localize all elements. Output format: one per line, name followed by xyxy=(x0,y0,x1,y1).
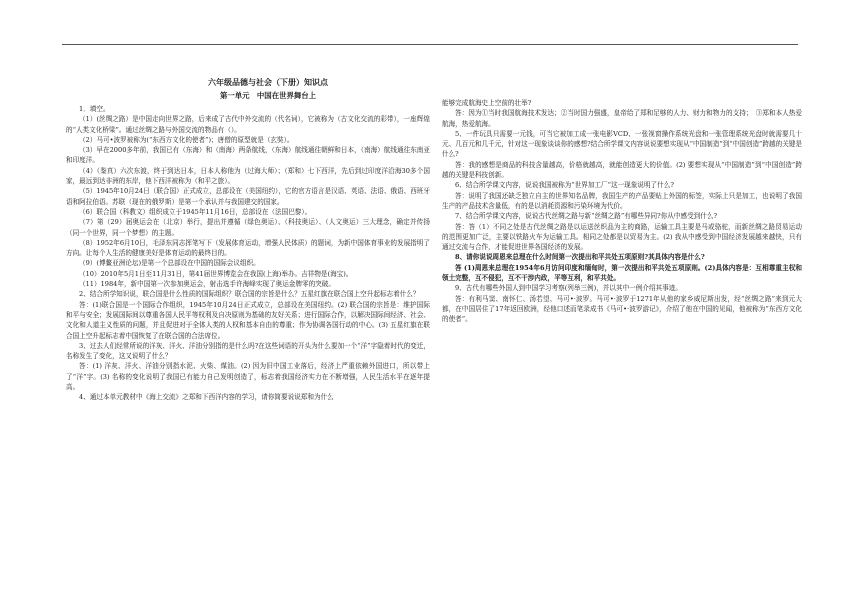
right-paragraph: 5、一件玩具只需要一元钱，可当它被加工成一张电影VCD、一张视窗操作系统光盘和一张管理系统光盘时就需要几十元、几百元和几千元，针对这一现象谈谈你的感想?结合所学课文内容说说要想实现从“中国制造”到“中国创造”跨越的关键是什么? xyxy=(442,129,802,159)
right-column xyxy=(442,98,802,325)
left-paragraph: （1）(丝绸之路）是中国走向世界之路，后来成了古代中外交流的（代名词），它被称为（古文化交流的彩带），一座辉煌的“人类文化桥梁”。通过丝绸之路与外国交流的物品有（）。 xyxy=(66,115,430,134)
top-divider xyxy=(62,44,798,45)
left-paragraph: （7）第（29）届奥运会在（北京）举行，提出并遵循（绿色奥运）、（科技奥运）、（人文奥运）三大理念，确定并传扬（同一个世界，同一个梦想）的主题。 xyxy=(66,218,430,237)
left-paragraph: 2、结合所学知识说，联合国是什么性质的国际组织？联合国的宗旨是什么？五星红旗在联合国上空升起标志着什么？ xyxy=(79,290,420,299)
unit-heading: 第一单元 中国在世界舞台上 xyxy=(219,91,317,100)
right-paragraph: 答：我的感想是商品的科技含量越高，价格就越高，就能创造更大的价值。(2) 要想实现从“中国制造”到“中国创造”跨越的关键是科技创新。 xyxy=(442,160,802,180)
left-paragraph: （8）1952年6月10日，毛泽东同志挥笔写下（发展体育运动，增强人民体质）的题词，为新中国体育事业的发展指明了方向。让每个人生活的健康美好是体育运动的最终目的。 xyxy=(66,238,430,258)
left-paragraph: 4、通过本单元教材中《海上交流》之郑和下西洋内容的学习，请你简要说说郑和为什么 xyxy=(79,393,334,402)
left-paragraph: 1．填空。 xyxy=(79,105,110,113)
right-paragraph: 答：说明了我国还缺乏独立自主的世界知名品牌，我国生产的产品要贴上外国的标签，实际上只是加工，也说明了我国生产的产品技术含量低，有的是以消耗资源和污染环境为代价。 xyxy=(442,191,802,210)
right-paragraph: 6、结合所学课文内容，说说我国被称为“世界加工厂”这一现象说明了什么? xyxy=(455,181,674,190)
right-paragraph: 答：有利马窦、南怀仁、汤若望、马可•·波罗。马可•·波罗于1271年从他的家乡威尼斯出发，经“丝绸之路”来到元大都，在中国居住了17年返回欧洲，经他口述而笔录成书《马可•·波罗游记》，介绍了他在中国的见闻，他被称为“东西方文化的使者”。 xyxy=(442,294,802,324)
right-paragraph: 9、古代有哪些外国人到中国学习考察(列举三例)，并以其中一例介绍其事迹。 xyxy=(455,284,682,293)
left-paragraph: 答：(1) 洋灰、洋火、洋油分别指水泥、火柴、煤油。(2) 因为旧中国工业落后，经济上严重依赖外国进口，所以带上了“洋”字。(3) 名称的变化说明了我国已有能力自己发明创造了，标志着我国经济实力在不断增强，人民生活水平在逐年提高。 xyxy=(66,362,430,392)
right-paragraph: 答 (1)周恩来总理在1954年6月访问印度和缅甸时，第一次提出和平共处五项原则。(2)具体内容是：互相尊重主权和领土完整，互不侵犯，互不干涉内政，平等互利，和平共处。 xyxy=(442,263,802,283)
left-paragraph: （9）(博鳌亚洲论坛)是第一个总部设在中国的国际会议组织。 xyxy=(79,259,260,268)
left-paragraph: （4）（鉴真）六次东渡，终于到达日本，日本人称他为（过海大师）；（郑和）七下西洋，先后到过印度洋沿海30多个国家，最远到达非洲的东岸，他下西洋被称为（和平之旅）。 xyxy=(66,166,430,186)
right-paragraph: 答：答（1）不同之处是古代丝绸之路是以运送丝织品为主的商路，运输工具主要是马或骆驼，而新丝绸之路贸易运动的范围更加广泛，主要以铁路火车为运输工具。相同之处都是以贸易为主。(2) 我从中感受到中国经济发展越来越快，只有通过交流与合作，才能促进世界各国经济的发展。 xyxy=(442,222,802,252)
document-title: 六年级品德与社会（下册）知识点 xyxy=(208,77,328,87)
left-paragraph: 3、过去人们经常所说的洋灰、洋火、洋油分别指的是什么吗?在这些词语的开头为什么要加一个“洋”字隐着时代的变迁，名称发生了变化，这又说明了什么？ xyxy=(66,341,430,361)
right-paragraph: 8、请你说说周恩来总理在什么时间第一次提出和平共处五项原则?其具体内容是什么? xyxy=(455,253,705,262)
left-paragraph: （5）1945年10月24日（联合国）正式成立，总部设在（美国纽约），它的官方语言是汉语、英语、法语、俄语、西班牙语和阿拉伯语。苏联（现在的俄罗斯）是第一个承认并与我国建交的国家。 xyxy=(66,187,430,206)
right-paragraph: 能够完成航海史上空前的壮举? xyxy=(442,99,532,107)
left-body xyxy=(66,104,430,403)
right-paragraph: 答：因为①当时我国航海技术发达；②当时国力强盛，皇帝给了郑和足够的人力、财力和物力的支持； ③郑和本人热爱航海，热爱航海。 xyxy=(442,109,802,128)
left-column xyxy=(66,76,430,403)
left-paragraph: （6）联合国（科教文）组织成立于1945年11月16日，总部设在（法国巴黎）。 xyxy=(79,207,312,216)
left-paragraph: 答：(1)联合国是一个国际合作组织，1945年10月24日正式成立，总部设在美国纽约。(2) 联合国的宗旨是：维护国际和平与安全；发展国际间以尊重各国人民平等权利及自决原则为基础的友好关系；进行国际合作，以解决国际间经济、社会、文化和人道主义性质的问题，并且促进对于全体人类的人权和基本自由的尊重；作为协调各国行动的中心。(3) 五星红旗在联合国上空升起标志着中国恢复了在联合国的合法席位。 xyxy=(66,300,430,340)
left-paragraph: （11）1984年，新中国第一次参加奥运会，射击选手许海峰实现了奥运金牌零的突破。 xyxy=(79,280,335,289)
left-paragraph: （10）2010年5月1日至11月31日，第41届世界博览会在我国(上海)举办。吉祥物是(海宝)。 xyxy=(79,269,353,278)
left-paragraph: （2）马可•波罗被称为(“东西方文化的使者”)；唐僧的原型就是（玄奘）。 xyxy=(79,135,294,144)
right-paragraph: 7、结合所学课文内容，说说古代丝绸之路与新“丝绸之路”有哪些异同?你从中感受到什么? xyxy=(455,212,717,221)
right-body xyxy=(442,98,802,325)
left-paragraph: （3）早在2000多年前，我国已有（东海）和（南海）两条航线，（东海）航线通往朝鲜和日本，（南海）航线通往东南亚和印度洋。 xyxy=(66,146,430,165)
